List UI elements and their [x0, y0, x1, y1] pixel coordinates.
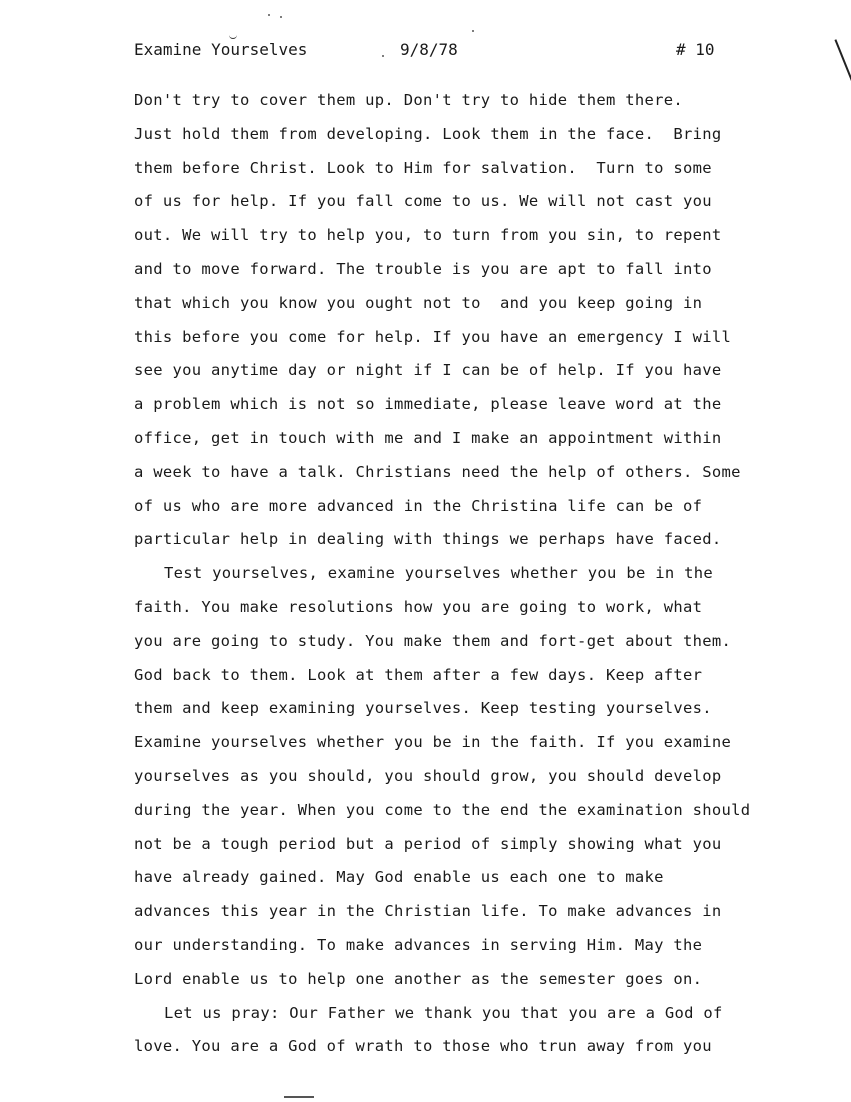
text-line: advances this year in the Christian life. To make advances in [134, 902, 722, 921]
text-line: and to move forward. The trouble is you are apt to fall into [134, 259, 712, 278]
text-line: faith. You make resolutions how you are going to work, what [134, 597, 703, 616]
text-line: see you anytime day or night if I can be of help. If you have [134, 361, 722, 380]
pen-stroke-mark [834, 39, 851, 82]
text-line: Don't try to cover them up. Don't try to hide them there. [134, 91, 684, 109]
text-line: of us for help. If you fall come to us. We will not cast you [134, 192, 712, 211]
text-line: particular help in dealing with things we perhaps have faced. [134, 530, 722, 549]
text-line: yourselves as you should, you should grow, you should develop [134, 766, 722, 785]
text-line: during the year. When you come to the end the examination should [134, 800, 751, 819]
text-line: a week to have a talk. Christians need the help of others. Some [134, 462, 741, 481]
text-line: them before Christ. Look to Him for salvation. Turn to some [134, 158, 712, 177]
sermon-title: Examine Yourselves [134, 40, 308, 59]
text-line: them and keep examining yourselves. Keep testing yourselves. [134, 699, 712, 718]
text-line: office, get in touch with me and I make an appointment within [134, 428, 722, 447]
text-line: our understanding. To make advances in serving Him. May the [134, 935, 703, 954]
scan-dash [284, 1096, 314, 1098]
page-number: # 10 [676, 40, 715, 59]
text-line: love. You are a God of wrath to those who trun away from you [134, 1037, 712, 1056]
scan-speck [382, 55, 384, 57]
text-line: God back to them. Look at them after a few days. Keep after [134, 665, 703, 684]
text-line: that which you know you ought not to and you keep going in [134, 293, 703, 312]
text-line: a problem which is not so immediate, please leave word at the [134, 395, 722, 414]
paragraph-start-line: Test yourselves, examine yourselves whether you be in the [164, 564, 714, 583]
text-line: you are going to study. You make them and fort-get about them. [134, 631, 732, 650]
scan-speck [268, 14, 270, 16]
text-line: of us who are more advanced in the Christina life can be of [134, 496, 703, 515]
body-text [134, 84, 814, 1064]
text-line: Lord enable us to help one another as the semester goes on. [134, 969, 703, 988]
scan-speck [280, 16, 282, 18]
text-line: not be a tough period but a period of simply showing what you [134, 834, 722, 853]
breve-mark [229, 34, 237, 39]
page-header [134, 40, 774, 64]
paragraph-start-line: Let us pray: Our Father we thank you that you are a God of [164, 1003, 723, 1022]
text-line: Examine yourselves whether you be in the faith. If you examine [134, 733, 732, 752]
text-line: Just hold them from developing. Look them in the face. Bring [134, 124, 722, 143]
text-line: out. We will try to help you, to turn from you sin, to repent [134, 226, 722, 245]
scan-speck [472, 30, 474, 32]
text-line: have already gained. May God enable us each one to make [134, 868, 664, 887]
text-line: this before you come for help. If you have an emergency I will [134, 327, 732, 346]
sermon-date: 9/8/78 [400, 40, 458, 59]
